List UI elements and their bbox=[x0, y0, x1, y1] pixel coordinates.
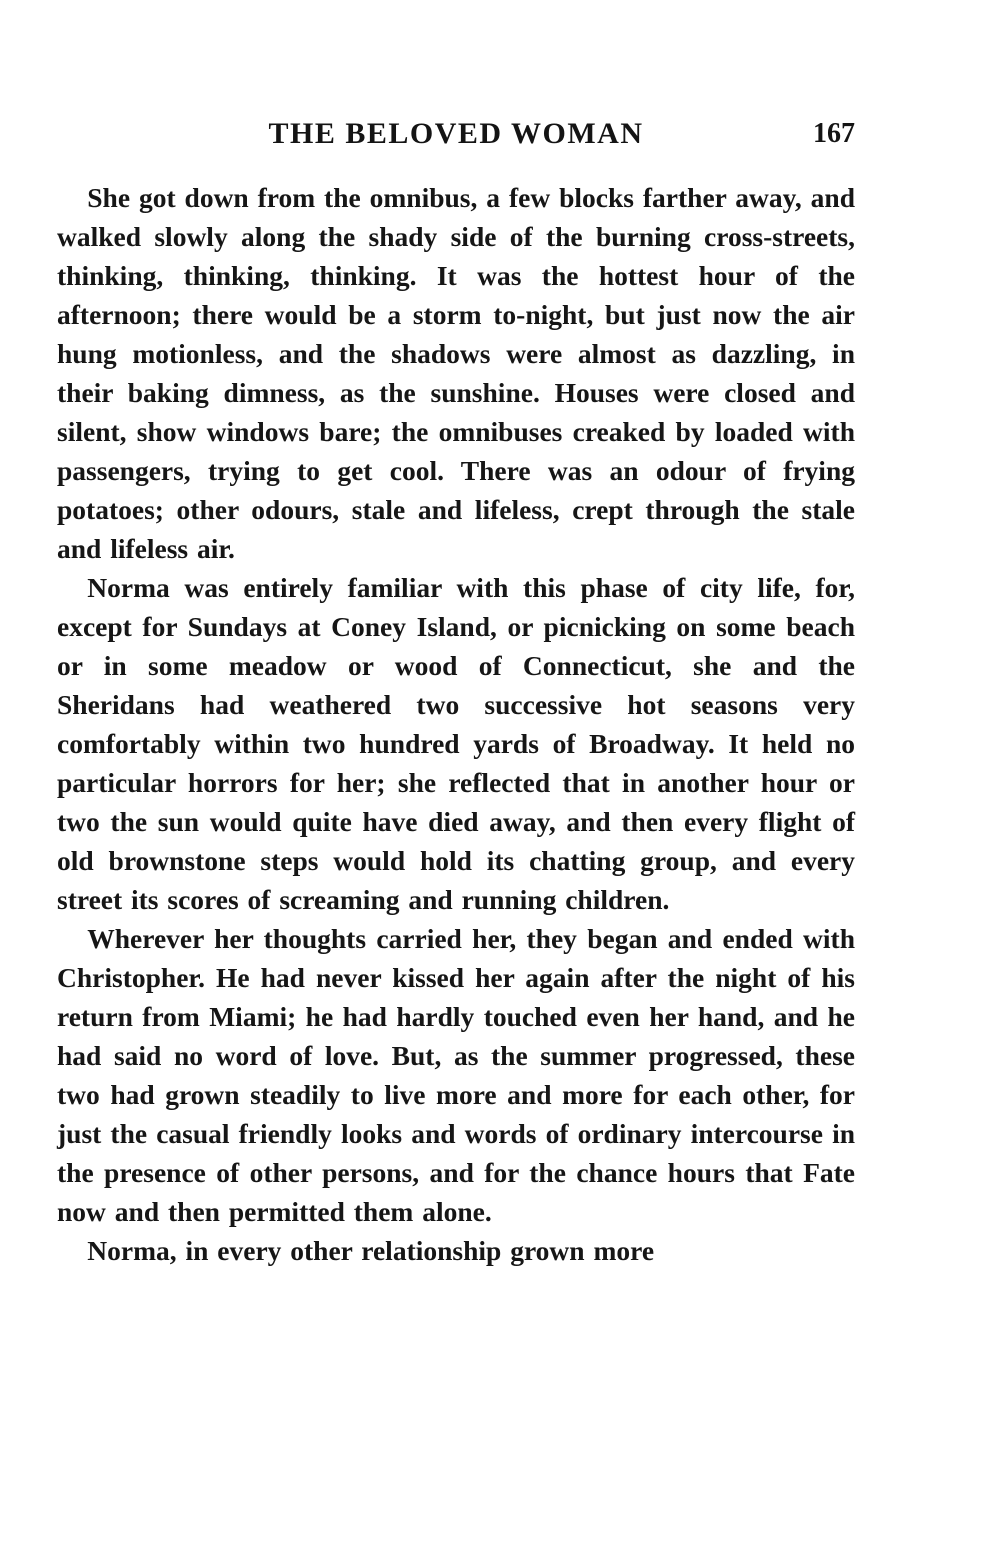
page-body bbox=[57, 178, 855, 1270]
page-number: 167 bbox=[813, 118, 855, 149]
paragraph: Wherever her thoughts carried her, they began and ended with Christopher. He had never kissed her again after the night of his return from Miami; he had hardly touched even her hand, and he had said no word of love. But, as the summer progressed, these two had grown steadily to live more and more for each other, for just the casual friendly looks and words of ordinary intercourse in the presence of other persons, and for the chance hours that Fate now and then permitted them alone. bbox=[57, 923, 855, 1227]
running-title: THE BELOVED WOMAN bbox=[268, 117, 644, 150]
paragraph: Norma was entirely familiar with this phase of city life, for, except for Sundays at Coney Island, or picnicking on some beach or in some meadow or wood of Connecticut, she and the Sheridans had weathered two successive hot seasons very comfortably within two hundred yards of Broadway. It held no particular horrors for her; she reflected that in another hour or two the sun would quite have died away, and then every flight of old brownstone steps would hold its chatting group, and every street its scores of screaming and running children. bbox=[57, 572, 855, 915]
page-header bbox=[57, 112, 855, 156]
paragraph: Norma, in every other relationship grown more bbox=[87, 1235, 655, 1266]
paragraph: She got down from the omnibus, a few blocks farther away, and walked slowly along the shady side of the burning cross-streets, thinking, thinking, thinking. It was the hottest hour of the afternoon; there would be a storm to-night, but just now the air hung motionless, and the shadows were almost as dazzling, in their baking dimness, as the sunshine. Houses were closed and silent, show windows bare; the omnibuses creaked by loaded with passengers, trying to get cool. There was an odour of frying potatoes; other odours, stale and lifeless, crept through the stale and lifeless air. bbox=[57, 182, 855, 564]
